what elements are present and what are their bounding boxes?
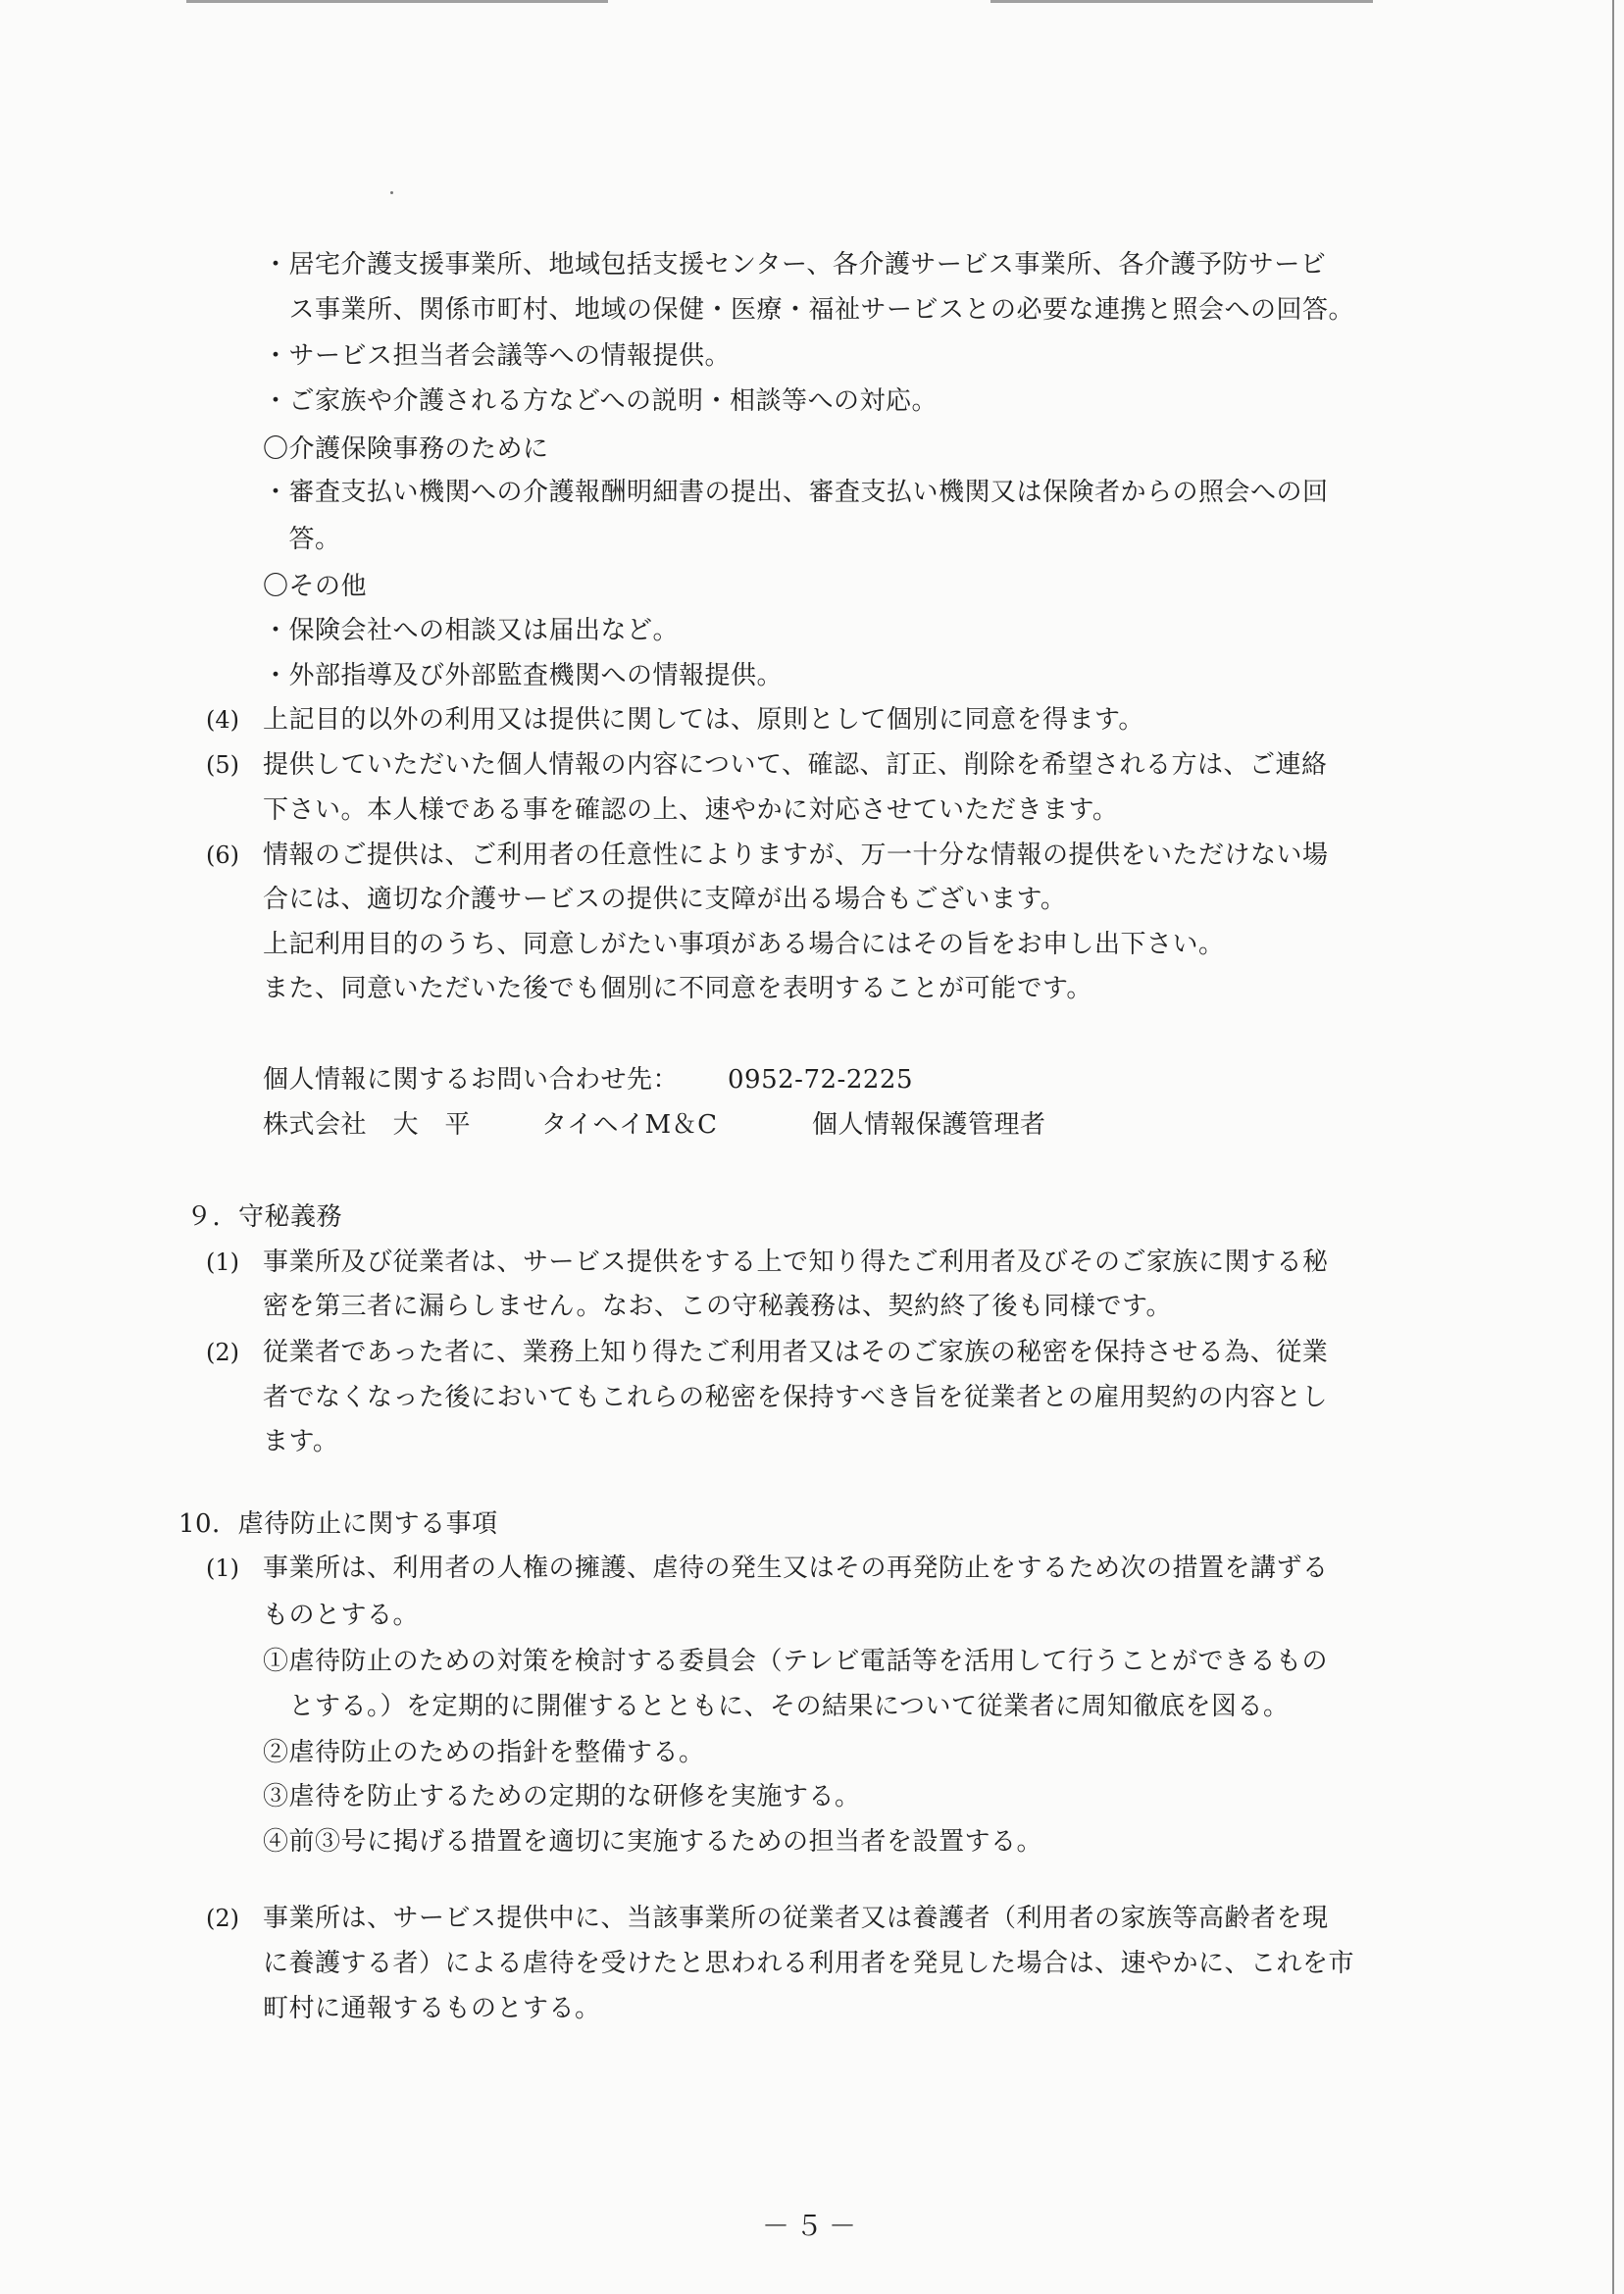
item-marker: (4) — [206, 706, 239, 734]
page-number: －５－ — [761, 2210, 862, 2242]
item-marker: (6) — [206, 841, 239, 869]
purpose-line: ・ご家族や介護される方などへの説明・相談等への対応。 — [263, 386, 938, 416]
item-marker: (2) — [206, 1339, 239, 1366]
contact-company: 株式会社 大 平 — [263, 1110, 472, 1140]
subitem-text: ④前③号に掲げる措置を適切に実施するための担当者を設置する。 — [263, 1827, 1043, 1857]
item-text: 者でなくなった後においてもこれらの秘密を保持すべき旨を従業者との雇用契約の内容とし — [263, 1383, 1328, 1412]
purpose-line: ・サービス担当者会議等への情報提供。 — [263, 341, 732, 371]
purpose-line: ス事業所、関係市町村、地域の保健・医療・福祉サービスとの必要な連携と照会への回答。 — [263, 295, 1355, 325]
item-text: 密を第三者に漏らしません。なお、この守秘義務は、契約終了後も同様です。 — [263, 1292, 1172, 1321]
purpose-line: 答。 — [263, 525, 341, 554]
contact-phone: 0952-72-2225 — [728, 1065, 913, 1095]
item-text: 上記目的以外の利用又は提供に関しては、原則として個別に同意を得ます。 — [263, 705, 1144, 735]
scan-speck — [390, 191, 393, 194]
subitem-text: ①虐待防止のための対策を検討する委員会（テレビ電話等を活用して行うことができるもの — [263, 1647, 1328, 1676]
purpose-line: ・審査支払い機関への介護報酬明細書の提出、審査支払い機関又は保険者からの照会への回 — [263, 478, 1329, 507]
item-text: 提供していただいた個人情報の内容について、確認、訂正、削除を希望される方は、ご連絡 — [263, 750, 1328, 780]
section-heading: ９．守秘義務 — [186, 1202, 343, 1232]
item-text: 上記利用目的のうち、同意しがたい事項がある場合にはその旨をお申し出下さい。 — [263, 930, 1225, 959]
subitem-text: とする。）を定期的に開催するとともに、その結果について従業者に周知徹底を図る。 — [263, 1692, 1290, 1721]
item-text: 事業所は、サービス提供中に、当該事業所の従業者又は養護者（利用者の家族等高齢者を現 — [263, 1904, 1329, 1933]
purpose-line: ・保険会社への相談又は届出など。 — [263, 616, 680, 645]
subitem-text: ②虐待防止のための指針を整備する。 — [263, 1738, 705, 1767]
item-text: 事業所は、利用者の人権の擁護、虐待の発生又はその再発防止をするため次の措置を講ずる — [263, 1554, 1329, 1583]
purpose-line: ・居宅介護支援事業所、地域包括支援センター、各介護サービス事業所、各介護予防サービ — [263, 250, 1327, 280]
scan-edge-right — [1612, 0, 1614, 2294]
contact-role: 個人情報保護管理者 — [812, 1110, 1046, 1140]
item-text: ます。 — [263, 1427, 339, 1456]
item-marker: (1) — [206, 1555, 239, 1582]
item-text: 情報のご提供は、ご利用者の任意性によりますが、万一十分な情報の提供をいただけない場 — [263, 841, 1329, 870]
item-text: 合には、適切な介護サービスの提供に支障が出る場合もございます。 — [263, 885, 1067, 914]
item-marker: (5) — [206, 751, 239, 779]
purpose-line: ・外部指導及び外部監査機関への情報提供。 — [263, 661, 784, 690]
purpose-heading: 〇介護保険事務のために — [263, 434, 549, 464]
item-marker: (2) — [206, 1905, 239, 1932]
item-text: ものとする。 — [263, 1601, 420, 1630]
item-text: 下さい。本人様である事を確認の上、速やかに対応させていただきます。 — [263, 795, 1119, 825]
subitem-text: ③虐待を防止するための定期的な研修を実施する。 — [263, 1782, 861, 1811]
item-marker: (1) — [206, 1249, 239, 1276]
item-text: に養護する者）による虐待を受けたと思われる利用者を発見した場合は、速やかに、これを市 — [263, 1949, 1355, 1978]
item-text: また、同意いただいた後でも個別に不同意を表明することが可能です。 — [263, 974, 1092, 1003]
contact-brand: タイヘイM＆C — [541, 1110, 718, 1140]
item-text: 従業者であった者に、業務上知り得たご利用者又はそのご家族の秘密を保持させる為、従業 — [263, 1338, 1329, 1367]
scan-edge-top-left — [186, 0, 608, 3]
purpose-heading: 〇その他 — [263, 572, 368, 601]
item-text: 町村に通報するものとする。 — [263, 1994, 601, 2023]
scan-edge-top-right — [990, 0, 1373, 3]
section-heading: 10．虐待防止に関する事項 — [178, 1509, 498, 1539]
item-text: 事業所及び従業者は、サービス提供をする上で知り得たご利用者及びそのご家族に関する秘 — [263, 1248, 1329, 1277]
contact-label: 個人情報に関するお問い合わせ先： — [263, 1065, 680, 1095]
